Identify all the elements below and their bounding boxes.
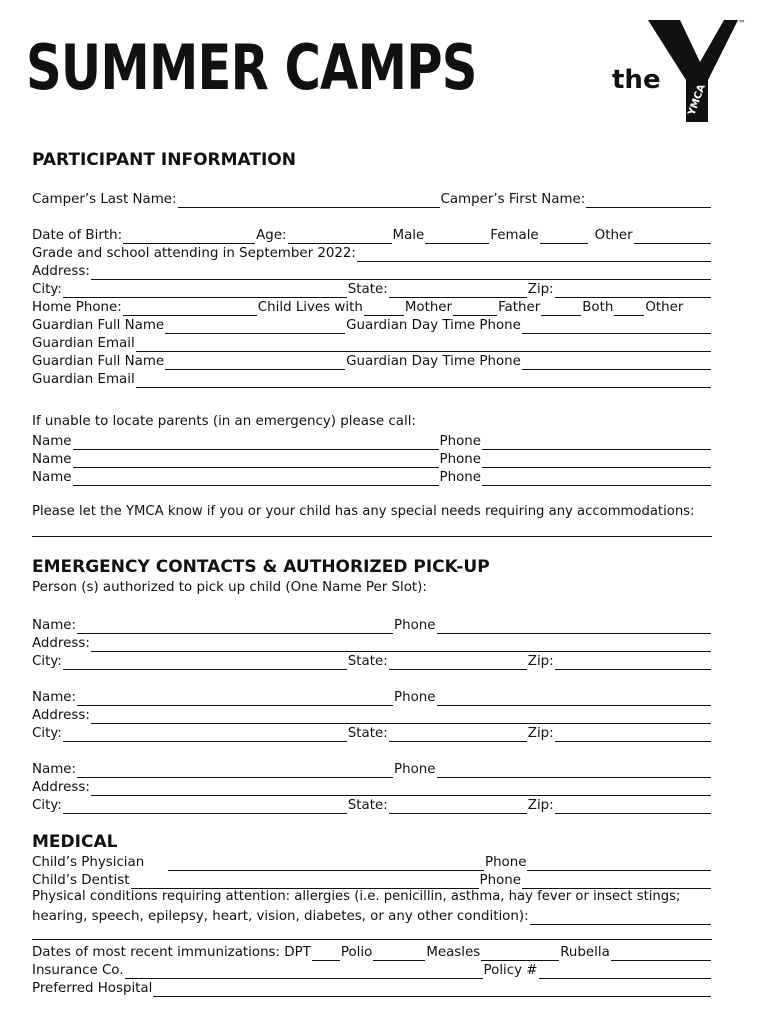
pickup-phone-label: Phone [394,762,436,777]
guardian1-name-field[interactable] [165,319,345,334]
guardian2-row [32,352,712,370]
pickup1-city-row [32,652,712,670]
form-title: SUMMER CAMPS [26,31,477,104]
pickup-subtitle: Person (s) authorized to pick up child (One Name Per Slot): [32,580,427,595]
pickup-zip-label: Zip: [527,726,554,741]
conditions-row [32,907,712,925]
pickup1-name-row [32,616,712,634]
guardian1-phone-label: Guardian Day Time Phone [346,318,521,333]
logo-ymca-text: YMCA [686,82,708,118]
hospital-field[interactable] [153,982,711,997]
pickup-city-label: City: [32,654,62,669]
emergency-name-label: Name [32,452,72,467]
city-field[interactable] [63,283,347,298]
pickup1-zip-field[interactable] [555,655,711,670]
emergency-phone-field-2[interactable] [482,453,711,468]
pickup-state-label: State: [347,654,388,669]
policy-label: Policy # [483,963,538,978]
pickup1-name-field[interactable] [77,619,393,634]
pickup-zip-label: Zip: [527,654,554,669]
emergency-name-field-3[interactable] [73,471,439,486]
state-label: State: [347,282,388,297]
pickup1-city-field[interactable] [63,655,347,670]
guardian2-email-field[interactable] [136,373,711,388]
insurance-field[interactable] [125,964,483,979]
zip-field[interactable] [555,283,711,298]
pickup-city-label: City: [32,798,62,813]
pickup3-state-field[interactable] [389,799,527,814]
physician-phone-label: Phone [485,855,527,870]
pickup2-state-field[interactable] [389,727,527,742]
pickup-city-label: City: [32,726,62,741]
guardian2-name-field[interactable] [165,355,345,370]
pickup-address-label: Address: [32,780,90,795]
dentist-row [32,871,712,889]
father-label: Father [498,300,541,315]
physician-row [32,853,712,871]
both-field[interactable] [541,301,581,316]
physician-field[interactable] [168,856,484,871]
state-field[interactable] [389,283,527,298]
emergency-row-1 [32,432,712,450]
immunizations-label: Dates of most recent immunizations: DPT [32,945,311,960]
pickup-state-label: State: [347,726,388,741]
policy-field[interactable] [539,964,711,979]
guardian1-email-label: Guardian Email [32,336,135,351]
conditions-text-1: Physical conditions requiring attention: allergies (i.e. penicillin, asthma, hay fever or insect stings; [32,889,681,904]
other-lives-field[interactable] [614,301,644,316]
pickup2-city-field[interactable] [63,727,347,742]
emergency-name-field-2[interactable] [73,453,439,468]
medical-heading: MEDICAL [32,832,118,852]
pickup3-zip-field[interactable] [555,799,711,814]
guardian1-phone-field[interactable] [522,319,711,334]
special-needs-text: Please let the YMCA know if you or your child has any special needs requiring any accommodations: [32,504,695,519]
female-label: Female [490,228,539,243]
guardian2-phone-label: Guardian Day Time Phone [346,354,521,369]
pickup2-name-field[interactable] [77,691,393,706]
other-field[interactable] [634,229,711,244]
home-phone-label: Home Phone: [32,300,122,315]
conditions-field[interactable] [530,910,711,925]
pickup3-city-row [32,796,712,814]
pickup-address-label: Address: [32,636,90,651]
emergency-phone-label: Phone [439,452,481,467]
pickup1-address-row [32,634,712,652]
conditions-extra-field[interactable] [32,939,712,940]
other-lives-label: Other [645,300,684,315]
emergency-phone-field-1[interactable] [482,435,711,450]
pickup3-city-field[interactable] [63,799,347,814]
pickup2-city-row [32,724,712,742]
pickup-zip-label: Zip: [527,798,554,813]
immunizations-row [32,943,712,961]
last-name-field[interactable] [178,193,440,208]
grade-label: Grade and school attending in September 2022: [32,246,356,261]
address-label: Address: [32,264,90,279]
pickup2-address-field[interactable] [91,709,711,724]
guardian1-name-label: Guardian Full Name [32,318,165,333]
emergency-name-label: Name [32,434,72,449]
logo-trademark: ™ [738,19,746,28]
child-lives-with-label: Child Lives with [257,300,363,315]
emergency-phone-label: Phone [439,470,481,485]
dob-row [32,226,712,244]
pickup-heading: EMERGENCY CONTACTS & AUTHORIZED PICK-UP [32,557,490,577]
pickup3-name-field[interactable] [77,763,393,778]
mother-field[interactable] [364,301,404,316]
first-name-field[interactable] [586,193,711,208]
pickup-address-label: Address: [32,708,90,723]
age-label: Age: [256,228,287,243]
pickup2-zip-field[interactable] [555,727,711,742]
home-phone-row [32,298,712,316]
father-field[interactable] [453,301,497,316]
conditions-text-2: hearing, speech, epilepsy, heart, vision, diabetes, or any other condition): [32,909,529,924]
grade-field[interactable] [357,247,711,262]
pickup-name-label: Name: [32,762,77,777]
guardian2-email-label: Guardian Email [32,372,135,387]
emergency-row-3 [32,468,712,486]
both-label: Both [582,300,614,315]
guardian2-phone-field[interactable] [522,355,711,370]
guardian2-name-label: Guardian Full Name [32,354,165,369]
pickup-name-label: Name: [32,618,77,633]
pickup1-address-field[interactable] [91,637,711,652]
dentist-phone-label: Phone [479,873,521,888]
emergency-phone-label: Phone [439,434,481,449]
address-row [32,262,712,280]
physician-phone-field[interactable] [527,856,711,871]
insurance-row [32,961,712,979]
pickup-phone-label: Phone [394,618,436,633]
city-label: City: [32,282,62,297]
polio-field[interactable] [373,946,425,961]
dentist-phone-field[interactable] [522,874,711,889]
pickup2-name-row [32,688,712,706]
physician-label: Child’s Physician [32,855,145,870]
ymca-logo [612,16,752,126]
pickup3-address-field[interactable] [91,781,711,796]
pickup3-address-row [32,778,712,796]
measles-label: Measles [426,945,481,960]
dpt-field[interactable] [312,946,340,961]
address-field[interactable] [91,265,711,280]
rubella-label: Rubella [560,945,610,960]
logo-the-text: the [612,65,661,95]
mother-label: Mother [404,300,453,315]
emergency-name-label: Name [32,470,72,485]
hospital-row [32,979,712,997]
hospital-label: Preferred Hospital [32,981,153,996]
pickup3-phone-field[interactable] [437,763,711,778]
pickup-state-label: State: [347,798,388,813]
guardian1-row [32,316,712,334]
emergency-phone-field-3[interactable] [482,471,711,486]
dob-label: Date of Birth: [32,228,123,243]
pickup2-phone-field[interactable] [437,691,711,706]
guardian2-email-row [32,370,712,388]
city-row [32,280,712,298]
female-field[interactable] [540,229,588,244]
first-name-label: Camper’s First Name: [440,192,586,207]
pickup1-state-field[interactable] [389,655,527,670]
polio-label: Polio [340,945,373,960]
pickup3-name-row [32,760,712,778]
emergency-name-field-1[interactable] [73,435,439,450]
dentist-field[interactable] [131,874,479,889]
pickup2-address-row [32,706,712,724]
insurance-label: Insurance Co. [32,963,124,978]
dob-field[interactable] [123,229,255,244]
pickup1-phone-field[interactable] [437,619,711,634]
other-label: Other [594,228,633,243]
grade-row [32,244,712,262]
zip-label: Zip: [527,282,554,297]
last-name-label: Camper’s Last Name: [32,192,177,207]
rubella-field[interactable] [611,946,711,961]
dentist-label: Child’s Dentist [32,873,130,888]
special-needs-field[interactable] [32,536,712,537]
guardian1-email-row [32,334,712,352]
guardian1-email-field[interactable] [136,337,711,352]
participant-heading: PARTICIPANT INFORMATION [32,150,296,170]
camper-name-row [32,190,712,208]
home-phone-field[interactable] [123,301,257,316]
measles-field[interactable] [481,946,559,961]
male-field[interactable] [425,229,489,244]
pickup-phone-label: Phone [394,690,436,705]
emergency-row-2 [32,450,712,468]
emergency-intro: If unable to locate parents (in an emergency) please call: [32,414,416,429]
age-field[interactable] [288,229,392,244]
male-label: Male [392,228,425,243]
pickup-name-label: Name: [32,690,77,705]
